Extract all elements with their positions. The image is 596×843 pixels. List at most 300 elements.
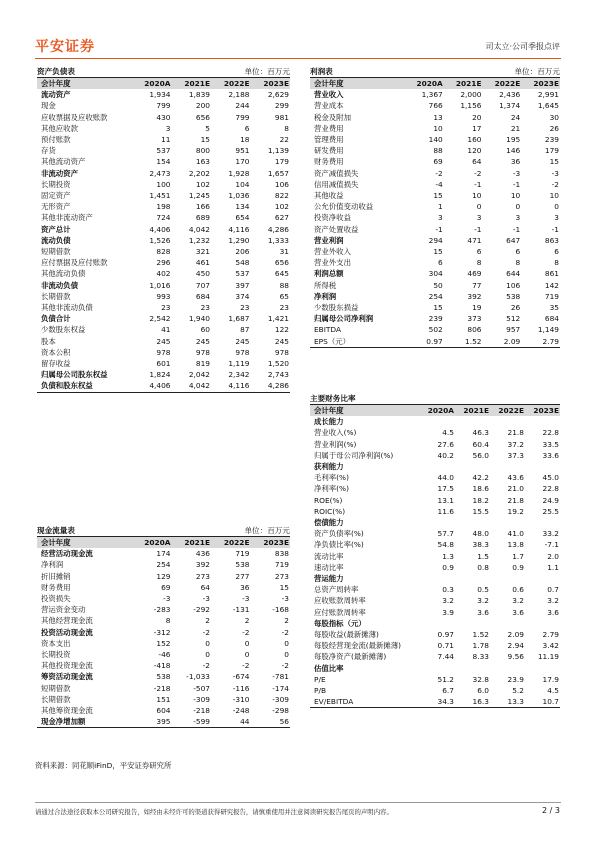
row-label: 获利能力: [314, 462, 344, 472]
row-value: 0: [515, 202, 521, 212]
column-header-year: 2021E: [172, 78, 212, 90]
column-header-year: 2021E: [444, 78, 483, 90]
row-value: 37.2: [507, 439, 524, 449]
row-value: 627: [274, 213, 289, 223]
row-value: 88: [433, 146, 443, 156]
row-value: 56: [279, 717, 289, 727]
table-row: [310, 506, 560, 517]
row-value: -674: [232, 672, 250, 682]
row-value: 819: [195, 359, 210, 369]
row-label: 归属母公司净利润: [314, 314, 374, 324]
row-value: 154: [156, 157, 171, 167]
balance-sheet-unit: 单位：百万元: [244, 67, 290, 76]
row-value: 7.44: [437, 652, 454, 662]
row-value: -418: [153, 661, 171, 671]
row-value: 3.42: [542, 641, 559, 651]
row-value: 8: [515, 258, 521, 268]
row-label: 研发费用: [314, 146, 344, 156]
row-value: 3: [554, 213, 559, 223]
row-label: 营业利润(%): [314, 439, 357, 449]
table-row: [37, 246, 290, 257]
table-row: [37, 100, 290, 111]
row-label: 短期借款: [41, 683, 71, 693]
row-value: 23: [279, 303, 289, 313]
row-value: 0.97: [426, 336, 443, 346]
row-value: 22.8: [542, 484, 559, 494]
row-value: 195: [506, 135, 521, 145]
table-row: [310, 268, 560, 279]
row-value: [525, 461, 560, 472]
row-value: 5.2: [512, 686, 524, 696]
row-value: 304: [428, 269, 443, 279]
header-divider: [35, 58, 561, 59]
row-value: 2,991: [537, 90, 559, 100]
row-value: 37.3: [507, 450, 524, 460]
row-value: 6.0: [477, 686, 489, 696]
row-value: 273: [195, 571, 210, 581]
row-value: [490, 573, 525, 584]
row-label: 利润总额: [314, 269, 344, 279]
row-label: 其他非流动资产: [41, 213, 93, 223]
row-value: 2,188: [228, 90, 250, 100]
row-value: 166: [195, 202, 210, 212]
row-value: -46: [158, 650, 171, 660]
row-value: 5: [205, 123, 210, 133]
row-value: -2: [474, 168, 482, 178]
row-value: [420, 416, 455, 427]
table-row: [37, 358, 290, 369]
row-value: 120: [467, 146, 482, 156]
row-label: 长期投资: [41, 650, 71, 660]
row-value: -599: [193, 717, 210, 727]
report-type: 司太立·公司季报点评: [485, 42, 560, 51]
row-value: 1,149: [537, 325, 559, 335]
row-value: 69: [433, 157, 443, 167]
row-value: 3.2: [512, 596, 524, 606]
row-value: -218: [153, 683, 171, 693]
row-label: 流动资产: [41, 90, 71, 100]
table-row: [310, 528, 560, 539]
row-label: 负债合计: [41, 314, 71, 324]
row-value: 957: [506, 325, 521, 335]
row-value: -4: [435, 179, 443, 189]
row-value: [455, 517, 490, 528]
table-row: [310, 551, 560, 562]
table-row: [37, 123, 290, 134]
table-row: [310, 313, 560, 324]
row-value: 1.52: [465, 336, 482, 346]
table-row: [310, 517, 560, 528]
row-value: 22: [279, 135, 289, 145]
row-value: [525, 663, 560, 674]
row-value: 4,286: [267, 224, 289, 234]
column-header-year: 2020A: [405, 78, 444, 90]
row-value: 11.6: [437, 506, 454, 516]
table-row: [37, 627, 290, 638]
row-value: 2: [284, 616, 289, 626]
row-value: 1,451: [149, 191, 171, 201]
table-row: [37, 649, 290, 660]
row-value: 22.8: [542, 428, 559, 438]
row-value: 40.2: [437, 450, 454, 460]
row-value: 392: [467, 291, 482, 301]
row-value: 4,406: [149, 224, 171, 234]
row-value: 44: [240, 717, 250, 727]
row-value: 766: [428, 101, 443, 111]
row-value: 373: [467, 314, 482, 324]
row-value: 1,421: [267, 314, 289, 324]
row-value: 3.6: [547, 607, 559, 617]
row-value: 978: [274, 347, 289, 357]
row-label: 资产减值损失: [314, 168, 359, 178]
row-value: 1,245: [188, 191, 210, 201]
row-label: 非流动负债: [41, 280, 78, 290]
row-value: 87: [240, 325, 250, 335]
row-label: 经营活动现金流: [41, 549, 93, 559]
row-label: 流动比率: [314, 551, 344, 561]
column-header-year: 2020A: [132, 537, 172, 549]
table-row: [310, 663, 560, 674]
row-label: 股本: [41, 336, 56, 346]
row-value: 2,342: [228, 370, 250, 380]
row-value: -309: [272, 694, 289, 704]
row-value: 294: [428, 235, 443, 245]
row-value: 601: [156, 359, 171, 369]
row-value: 4,042: [188, 381, 210, 391]
table-row: [310, 156, 560, 167]
row-value: -2: [435, 168, 443, 178]
row-value: 1,687: [228, 314, 250, 324]
row-value: 42.2: [472, 473, 489, 483]
row-label: 信用减值损失: [314, 179, 359, 189]
row-value: 100: [156, 179, 171, 189]
table-row: [310, 439, 560, 450]
row-label: 应收票据及应收账款: [41, 112, 108, 122]
row-label: 资本公积: [41, 347, 71, 357]
row-label: 归属母公司股东权益: [41, 370, 108, 380]
row-value: 799: [235, 112, 250, 122]
table-row: [37, 156, 290, 167]
row-value: -298: [272, 706, 289, 716]
row-value: 1.52: [472, 630, 489, 640]
table-row: [37, 694, 290, 705]
row-value: 1.78: [472, 641, 489, 651]
row-value: 2.94: [507, 641, 524, 651]
row-value: 461: [195, 258, 210, 268]
row-value: 10: [549, 191, 559, 201]
row-value: 13.3: [507, 697, 524, 707]
row-value: 4,286: [267, 381, 289, 391]
row-value: -2: [281, 661, 289, 671]
table-row: [310, 539, 560, 550]
row-value: [420, 461, 455, 472]
row-value: 65: [279, 291, 289, 301]
row-value: 48.0: [472, 529, 489, 539]
table-row: [310, 685, 560, 696]
row-value: 134: [235, 202, 250, 212]
row-value: 2,629: [267, 90, 289, 100]
row-value: 38.3: [472, 540, 489, 550]
row-value: 6: [438, 258, 443, 268]
row-value: 6: [515, 247, 521, 257]
row-value: 54.8: [437, 540, 454, 550]
row-value: 170: [235, 157, 250, 167]
row-value: 538: [506, 291, 521, 301]
table-row: [37, 559, 290, 570]
table-row: [37, 671, 290, 682]
row-value: 719: [274, 560, 289, 570]
row-value: 436: [195, 549, 210, 559]
row-value: 26: [510, 303, 521, 313]
row-value: 245: [195, 336, 210, 346]
table-row: [37, 683, 290, 694]
table-row: [37, 313, 290, 324]
row-value: 2,743: [267, 370, 289, 380]
row-value: 6: [244, 123, 250, 133]
row-value: 3: [476, 213, 482, 223]
table-row: [37, 582, 290, 593]
table-row: [310, 651, 560, 662]
page-number: 2 / 3: [542, 806, 560, 815]
table-row: [37, 347, 290, 358]
balance-sheet-panel: [37, 66, 290, 393]
row-value: 2.09: [507, 630, 524, 640]
table-row: [37, 190, 290, 201]
balance-sheet-table: [37, 77, 290, 393]
row-value: 45.0: [542, 473, 559, 483]
row-label: 现金净增加额: [41, 717, 86, 727]
table-row: [310, 280, 560, 291]
row-label: 财务费用: [314, 157, 344, 167]
table-row: [37, 380, 290, 392]
row-value: [455, 461, 490, 472]
row-value: 707: [195, 280, 210, 290]
row-value: 6: [554, 247, 559, 257]
table-row: [310, 89, 560, 100]
row-value: 296: [156, 258, 171, 268]
row-value: 32.8: [472, 674, 489, 684]
table-row: [37, 212, 290, 223]
row-value: 402: [156, 269, 171, 279]
row-value: 25.5: [542, 506, 559, 516]
row-value: 1,645: [537, 101, 559, 111]
row-value: [455, 416, 490, 427]
table-row: [37, 548, 290, 559]
row-label: 其他非流动负债: [41, 303, 93, 313]
row-value: 273: [274, 571, 289, 581]
row-value: 538: [156, 672, 171, 682]
row-value: -2: [281, 627, 289, 637]
row-value: 18: [240, 135, 250, 145]
row-value: 23: [200, 303, 210, 313]
row-value: 863: [544, 235, 559, 245]
row-value: 654: [235, 213, 250, 223]
table-row: [310, 427, 560, 438]
row-label: 归属于母公司净利润(%): [314, 450, 394, 460]
column-header-year: 2020A: [420, 405, 455, 417]
row-value: 277: [235, 571, 250, 581]
row-value: -3: [202, 594, 210, 604]
row-label: P/E: [314, 674, 326, 684]
row-value: 0: [476, 202, 482, 212]
row-label: 每股指标（元）: [314, 618, 366, 628]
row-value: 1,036: [228, 191, 250, 201]
table-row: [310, 640, 560, 651]
row-value: 77: [472, 280, 482, 290]
row-label: 长期借款: [41, 694, 71, 704]
balance-sheet-title: 资产负债表: [37, 67, 75, 76]
row-value: 8: [284, 123, 289, 133]
row-label: 营业收入: [314, 90, 344, 100]
row-value: 0.5: [477, 585, 489, 595]
row-value: -507: [193, 683, 210, 693]
row-value: 3.2: [442, 596, 454, 606]
income-statement-table: [310, 77, 560, 348]
table-row: [310, 100, 560, 111]
row-label: 总资产周转率: [314, 585, 359, 595]
row-value: 0: [284, 638, 289, 648]
row-value: 471: [467, 235, 482, 245]
row-value: 1,374: [499, 101, 521, 111]
row-value: 1,934: [149, 90, 171, 100]
income-statement-panel: [310, 66, 560, 348]
row-value: 512: [506, 314, 521, 324]
table-row: [310, 472, 560, 483]
table-row: [37, 235, 290, 246]
table-row: [310, 190, 560, 201]
row-value: 0.8: [477, 562, 489, 572]
table-row: [310, 595, 560, 606]
row-value: 239: [544, 135, 559, 145]
row-value: 1.7: [512, 551, 524, 561]
brand-logo: 平安证券: [35, 39, 95, 55]
row-value: 1,139: [267, 146, 289, 156]
cash-flow-table: [37, 536, 290, 728]
row-value: 537: [235, 269, 250, 279]
row-value: 15: [279, 582, 289, 592]
column-header-year: 2023E: [251, 537, 291, 549]
row-value: 17: [472, 123, 482, 133]
table-row: [310, 112, 560, 123]
row-label: 短期借款: [41, 247, 71, 257]
disclaimer: 请通过合法途径获取本公司研究报告，如经由未经许可的渠道获得研究报告，请慎重使用并注意阅读研究报告尾页的声明内容。: [35, 808, 393, 816]
row-value: 993: [156, 291, 171, 301]
table-row: [37, 145, 290, 156]
table-header-row: [310, 78, 560, 90]
row-value: 60: [200, 325, 210, 335]
row-value: [420, 517, 455, 528]
row-value: 374: [235, 291, 250, 301]
row-value: 2,202: [188, 168, 210, 178]
row-value: 69: [161, 582, 171, 592]
row-value: 179: [544, 146, 559, 156]
row-value: 4,116: [228, 224, 250, 234]
row-value: 102: [195, 179, 210, 189]
row-value: -174: [272, 683, 289, 693]
row-value: 2: [205, 616, 210, 626]
table-row: [310, 201, 560, 212]
row-value: -1: [435, 224, 443, 234]
row-label: 固定资产: [41, 191, 71, 201]
row-value: 245: [235, 336, 250, 346]
table-row: [310, 224, 560, 235]
row-value: -312: [153, 627, 171, 637]
row-value: 1,156: [460, 101, 482, 111]
row-value: 17.5: [437, 484, 454, 494]
row-value: 50: [433, 280, 443, 290]
column-header-year: 2022E: [211, 78, 251, 90]
row-label: 管理费用: [314, 135, 344, 145]
row-label: 营运资金变动: [41, 605, 86, 615]
row-value: 122: [274, 325, 289, 335]
table-row: [37, 324, 290, 335]
financial-ratios-panel: [310, 393, 560, 708]
row-value: 30: [549, 112, 559, 122]
row-value: 1,232: [188, 235, 210, 245]
row-value: 2,000: [460, 90, 482, 100]
table-row: [37, 168, 290, 179]
row-label: ROIC(%): [314, 506, 346, 516]
table-row: [310, 674, 560, 685]
row-value: 27.6: [437, 439, 454, 449]
footer-divider: [35, 802, 561, 803]
row-value: 3.9: [442, 607, 454, 617]
row-value: 2.79: [542, 336, 559, 346]
row-value: 1,940: [188, 314, 210, 324]
row-value: -3: [242, 594, 250, 604]
row-value: 656: [274, 258, 289, 268]
row-label: 成长能力: [314, 417, 344, 427]
row-value: 800: [195, 146, 210, 156]
row-value: 15: [433, 303, 443, 313]
table-row: [310, 246, 560, 257]
row-value: 46.3: [472, 428, 489, 438]
row-value: 1.1: [547, 562, 559, 572]
row-label: 营业收入(%): [314, 428, 357, 438]
column-header-label: 会计年度: [310, 405, 420, 417]
row-value: 0: [284, 650, 289, 660]
row-value: 174: [156, 549, 171, 559]
row-value: [490, 416, 525, 427]
row-value: [490, 663, 525, 674]
row-value: 1,839: [188, 90, 210, 100]
row-value: 21.0: [507, 484, 524, 494]
row-value: 0.7: [547, 585, 559, 595]
row-label: 其他投资现金流: [41, 661, 93, 671]
row-value: 1,367: [421, 90, 443, 100]
row-label: 投资损失: [41, 594, 71, 604]
table-row: [310, 324, 560, 335]
row-value: 3.2: [477, 596, 489, 606]
table-row: [37, 336, 290, 347]
row-value: 206: [235, 247, 250, 257]
row-value: 978: [195, 347, 210, 357]
row-label: 流动负债: [41, 235, 71, 245]
row-label: 每股净资产(最新摊薄): [314, 652, 387, 662]
row-value: 33.6: [542, 450, 559, 460]
row-value: 179: [274, 157, 289, 167]
row-label: 其他流动负债: [41, 269, 86, 279]
row-label: 长期投资: [41, 179, 71, 189]
row-value: 15: [433, 191, 443, 201]
row-value: [490, 618, 525, 629]
table-row: [37, 112, 290, 123]
row-value: [525, 618, 560, 629]
table-row: [310, 495, 560, 506]
row-value: -1,033: [186, 672, 210, 682]
row-value: 34.3: [437, 697, 454, 707]
table-row: [310, 461, 560, 472]
